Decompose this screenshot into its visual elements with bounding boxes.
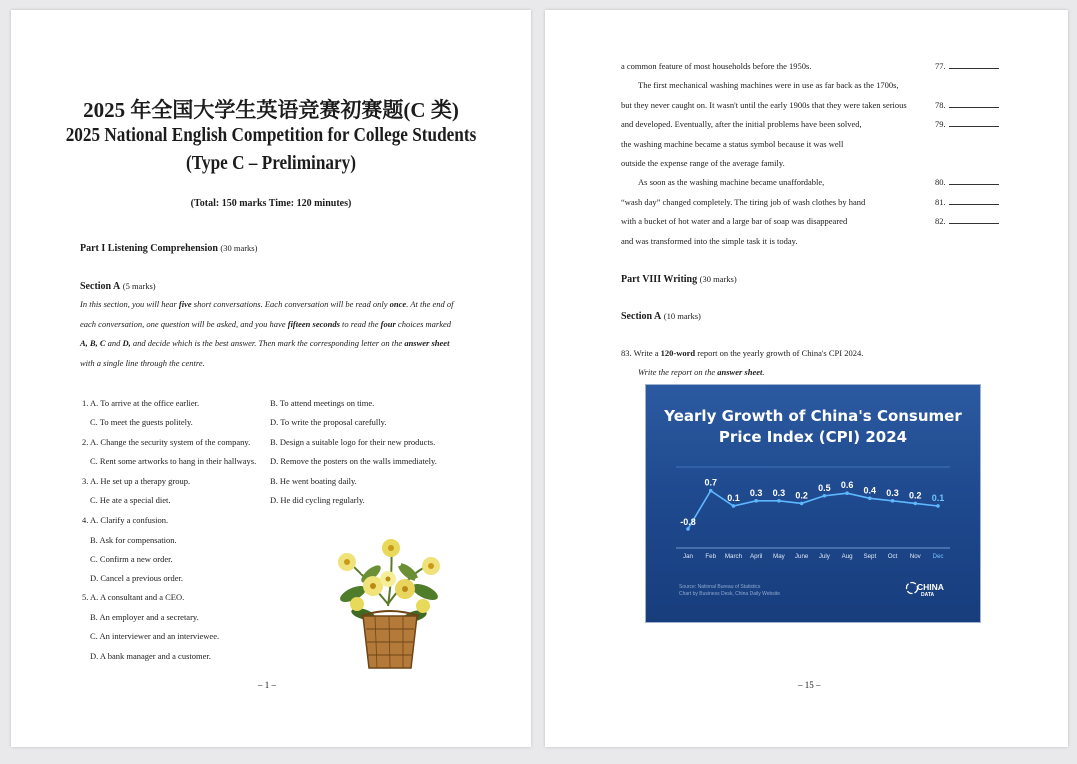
data-label-june: 0.2 xyxy=(795,490,808,501)
data-label-april: 0.3 xyxy=(749,487,763,498)
data-label-feb: 0.7 xyxy=(704,477,717,488)
passage-line-6: outside the expense range of the average family. xyxy=(621,158,785,168)
q2-option-c: C. Rent some artworks to hang in their hallways. xyxy=(90,456,257,466)
q4-option-b: B. Ask for compensation. xyxy=(90,535,177,545)
passage-line-2: The first mechanical washing machines were in use as far back as the 1700s, xyxy=(638,80,899,90)
data-point-sept xyxy=(868,497,872,501)
x-tick-sept: Sept xyxy=(863,553,877,560)
flower-basket-illustration xyxy=(333,534,445,672)
answer-blank-80[interactable]: 80. xyxy=(935,177,999,187)
q4-option-a: 4. A. Clarify a confusion. xyxy=(82,515,169,525)
part8-heading xyxy=(621,274,737,285)
china-data-logo-subtext: DATA xyxy=(921,592,935,598)
answer-blank-79[interactable]: 79. xyxy=(935,119,999,129)
data-point-oct xyxy=(891,499,895,503)
q1-option-a: 1. A. To arrive at the office earlier. xyxy=(82,398,200,408)
exam-total-time: (Total: 150 marks Time: 120 minutes) xyxy=(190,198,352,209)
q2-option-a: 2. A. Change the security system of the company. xyxy=(82,437,251,447)
x-tick-april: April xyxy=(749,553,763,560)
part1-marks: (30 marks) xyxy=(220,243,258,253)
answer-blank-77[interactable]: 77. xyxy=(935,61,999,71)
data-point-july xyxy=(823,494,827,498)
q3-option-b: B. He went boating daily. xyxy=(270,476,357,486)
passage-line-10: and was transformed into the simple task it is today. xyxy=(621,236,798,246)
section-instructions: In this section, you will hear five short conversations. Each conversation will be read only once. At the end of each conversation, one question will be asked, and you have fifteen seconds to read the four choices marked A, B, C and D, and decide which is the best answer. Then mark the corresponding letter on the answer sheet with a single line through the centre. xyxy=(80,299,454,368)
exam-page-1 xyxy=(11,10,531,747)
q3-option-c: C. He ate a special diet. xyxy=(90,495,171,505)
data-label-may: 0.3 xyxy=(772,487,786,498)
q5-option-b: B. An employer and a secretary. xyxy=(90,612,199,622)
answer-blank-78[interactable]: 78. xyxy=(935,100,999,110)
cpi-chart-card xyxy=(645,384,981,623)
x-tick-feb: Feb xyxy=(705,553,717,560)
data-point-april xyxy=(754,499,758,503)
part1-heading xyxy=(80,243,257,254)
x-tick-may: May xyxy=(773,553,785,560)
passage-line-5: the washing machine became a status symbol because it was well xyxy=(621,139,844,149)
x-tick-march: March xyxy=(724,553,743,560)
data-point-nov xyxy=(913,502,917,506)
question-83: 83. Write a 120-word report on the yearly growth of China's CPI 2024. xyxy=(621,348,864,358)
x-tick-oct: Oct xyxy=(887,553,898,560)
data-point-aug xyxy=(845,491,849,495)
passage-line-9: with a bucket of hot water and a large bar of soap was disappeared xyxy=(621,216,848,226)
exam-title-chinese: 2025 年全国大学生英语竞赛初赛题(C 类) xyxy=(83,98,459,122)
q3-option-d: D. He did cycling regularly. xyxy=(270,495,365,505)
q3-option-a: 3. A. He set up a therapy group. xyxy=(82,476,191,486)
q1-option-c: C. To meet the guests politely. xyxy=(90,417,193,427)
data-point-dec xyxy=(936,504,940,508)
q5-option-c: C. An interviewer and an interviewee. xyxy=(90,631,220,641)
x-tick-june: June xyxy=(794,553,809,560)
data-label-sept: 0.4 xyxy=(863,485,877,496)
china-data-logo-text: CHINA xyxy=(917,582,944,592)
q4-option-d: D. Cancel a previous order. xyxy=(90,573,183,583)
x-tick-aug: Aug xyxy=(841,553,853,560)
sectionA-heading xyxy=(80,281,156,292)
chart-source: Source: National Bureau of Statistics xyxy=(679,584,761,590)
data-label-dec: 0.1 xyxy=(931,492,945,503)
data-label-march: 0.1 xyxy=(727,492,740,503)
q5-option-d: D. A bank manager and a customer. xyxy=(90,651,211,661)
page-number-right: – 15 – xyxy=(798,680,821,690)
sectionA-title: Section A xyxy=(80,281,121,292)
passage-line-1: a common feature of most households before the 1950s. xyxy=(621,61,812,71)
passage-line-7: As soon as the washing machine became unaffordable, xyxy=(638,177,825,187)
chart-credit: Chart by Business Desk, China Daily Website xyxy=(679,591,781,597)
q5-option-a: 5. A. A consultant and a CEO. xyxy=(82,592,185,602)
part8-sectionA-heading xyxy=(621,311,701,322)
part8-marks: (30 marks) xyxy=(699,274,737,284)
q2-option-b: B. Design a suitable logo for their new products. xyxy=(270,437,436,447)
passage-line-8: “wash day” changed completely. The tiring job of wash clothes by hand xyxy=(621,197,866,207)
question-83-instruction: Write the report on the answer sheet. xyxy=(638,367,765,377)
data-label-nov: 0.2 xyxy=(909,490,922,501)
part1-title: Part I Listening Comprehension xyxy=(80,243,218,254)
data-label-jan: -0.8 xyxy=(680,516,696,527)
data-label-july: 0.5 xyxy=(818,482,831,493)
chart-title-line-2: Price Index (CPI) 2024 xyxy=(718,428,908,446)
data-point-may xyxy=(777,499,781,503)
x-tick-jan: Jan xyxy=(683,553,693,560)
part8-title: Part VIII Writing xyxy=(621,274,698,285)
q2-option-d: D. Remove the posters on the walls immediately. xyxy=(270,456,437,466)
x-tick-july: July xyxy=(818,553,830,560)
q1-option-d: D. To write the proposal carefully. xyxy=(270,417,387,427)
data-label-oct: 0.3 xyxy=(886,487,899,498)
part8-sectionA-title: Section A xyxy=(621,311,662,322)
chart-title-line-1: Yearly Growth of China's Consumer xyxy=(664,407,962,425)
passage-line-4: and developed. Eventually, after the initial problems have been solved, xyxy=(621,119,862,129)
data-point-june xyxy=(800,502,804,506)
part8-sectionA-marks: (10 marks) xyxy=(663,311,701,321)
sectionA-marks: (5 marks) xyxy=(122,281,156,291)
page-number-left: – 1 – xyxy=(258,680,276,690)
q4-option-c: C. Confirm a new order. xyxy=(90,554,173,564)
passage-line-3: but they never caught on. It wasn't until the early 1900s that they were taken serious xyxy=(621,100,907,110)
q1-option-b: B. To attend meetings on time. xyxy=(270,398,375,408)
data-point-jan xyxy=(686,527,690,531)
exam-subtitle-type: (Type C – Preliminary) xyxy=(186,152,356,174)
x-tick-dec: Dec xyxy=(932,553,944,560)
exam-title-english: 2025 National English Competition for College Students xyxy=(65,124,477,146)
cpi-series-line xyxy=(688,491,938,529)
exam-page-15 xyxy=(545,10,1068,747)
data-label-aug: 0.6 xyxy=(840,480,854,491)
x-tick-nov: Nov xyxy=(909,553,921,560)
answer-blank-82[interactable]: 82. xyxy=(935,216,999,226)
data-point-feb xyxy=(709,489,713,493)
data-point-march xyxy=(732,504,736,508)
answer-blank-81[interactable]: 81. xyxy=(935,197,999,207)
